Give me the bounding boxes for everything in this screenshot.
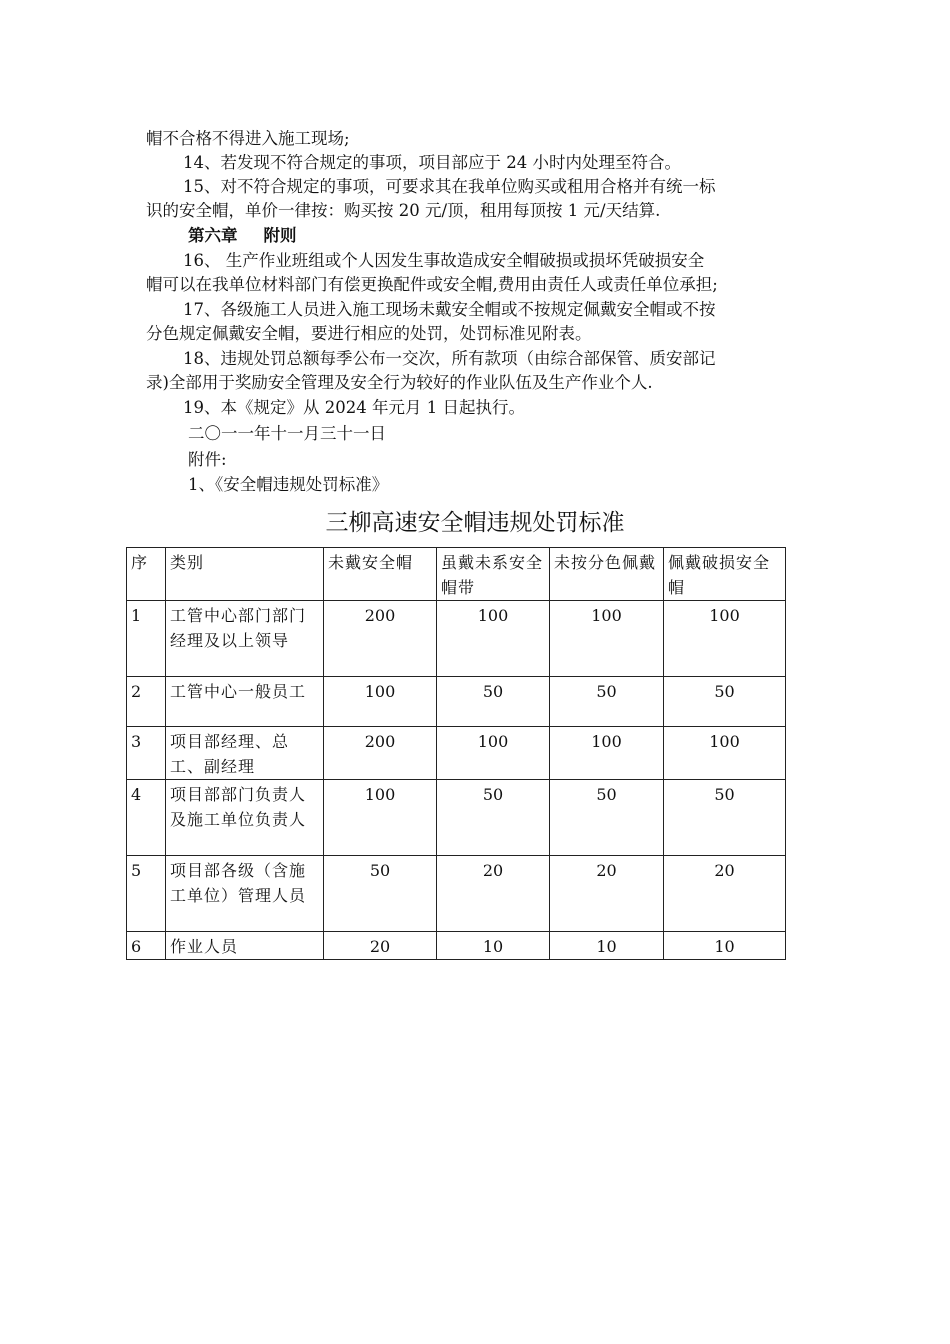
row-value-damaged-helmet: 100	[664, 601, 786, 677]
row-index: 4	[127, 780, 166, 856]
header-no-helmet: 未戴安全帽	[324, 548, 437, 601]
table-row	[127, 780, 786, 856]
row-category: 项目部部门负责人及施工单位负责人	[166, 780, 324, 856]
table-row	[127, 677, 786, 727]
row-value-no-helmet: 200	[324, 727, 437, 780]
chapter-title: 附则	[263, 226, 297, 245]
row-category: 作业人员	[166, 932, 324, 960]
table-row	[127, 932, 786, 960]
row-category: 项目部各级（含施工单位）管理人员	[166, 856, 324, 932]
header-damaged-helmet: 佩戴破损安全帽	[664, 548, 786, 601]
paragraph-15-line-1: 15、对不符合规定的事项，可要求其在我单位购买或租用合格并有统一标	[183, 177, 716, 196]
row-value-strap-unfastened: 20	[437, 856, 550, 932]
table-row	[127, 727, 786, 780]
paragraph-16-line-2: 帽可以在我单位材料部门有偿更换配件或安全帽,费用由责任人或责任单位承担;	[146, 275, 718, 294]
paragraph-17-line-1: 17、各级施工人员进入施工现场未戴安全帽或不按规定佩戴安全帽或不按	[183, 300, 716, 319]
header-index: 序	[127, 548, 166, 601]
row-index: 6	[127, 932, 166, 960]
header-wrong-color: 未按分色佩戴	[550, 548, 664, 601]
row-value-damaged-helmet: 100	[664, 727, 786, 780]
paragraph-18-line-1: 18、违规处罚总额每季公布一交次，所有款项（由综合部保管、质安部记	[183, 349, 716, 368]
row-index: 3	[127, 727, 166, 780]
paragraph-16-line-1: 16、 生产作业班组或个人因发生事故造成安全帽破损或损坏凭破损安全	[183, 251, 705, 270]
row-category: 工管中心部门部门经理及以上领导	[166, 601, 324, 677]
row-index: 5	[127, 856, 166, 932]
row-value-no-helmet: 100	[324, 780, 437, 856]
table-title: 三柳高速安全帽违规处罚标准	[325, 510, 625, 536]
row-value-strap-unfastened: 50	[437, 780, 550, 856]
paragraph-19: 19、本《规定》从 2024 年元月 1 日起执行。	[183, 398, 525, 417]
paragraph-15-line-2: 识的安全帽，单价一律按：购买按 20 元/顶，租用每顶按 1 元/天结算.	[146, 201, 661, 220]
row-value-wrong-color: 20	[550, 856, 664, 932]
row-value-damaged-helmet: 20	[664, 856, 786, 932]
row-value-no-helmet: 50	[324, 856, 437, 932]
attachment-label: 附件:	[188, 450, 227, 469]
paragraph-13-end: 帽不合格不得进入施工现场;	[146, 129, 350, 148]
table-row	[127, 856, 786, 932]
chapter-number: 第六章	[188, 226, 238, 245]
paragraph-18-line-2: 录)全部用于奖励安全管理及安全行为较好的作业队伍及生产作业个人.	[146, 373, 653, 392]
table-header-row	[127, 548, 786, 601]
row-value-damaged-helmet: 10	[664, 932, 786, 960]
row-value-wrong-color: 10	[550, 932, 664, 960]
paragraph-14: 14、若发现不符合规定的事项，项目部应于 24 小时内处理至符合。	[183, 153, 681, 172]
row-value-strap-unfastened: 100	[437, 727, 550, 780]
row-value-wrong-color: 100	[550, 727, 664, 780]
row-value-no-helmet: 100	[324, 677, 437, 727]
row-value-no-helmet: 200	[324, 601, 437, 677]
header-category: 类别	[166, 548, 324, 601]
row-value-strap-unfastened: 100	[437, 601, 550, 677]
attachment-item: 1、《安全帽违规处罚标准》	[188, 475, 389, 494]
chapter-heading	[188, 224, 821, 248]
row-value-no-helmet: 20	[324, 932, 437, 960]
table-row	[127, 601, 786, 677]
signing-date: 二〇一一年十一月三十一日	[188, 424, 386, 443]
row-value-strap-unfastened: 50	[437, 677, 550, 727]
row-category: 工管中心一般员工	[166, 677, 324, 727]
row-value-strap-unfastened: 10	[437, 932, 550, 960]
penalty-table	[126, 547, 786, 960]
row-value-damaged-helmet: 50	[664, 780, 786, 856]
row-value-wrong-color: 100	[550, 601, 664, 677]
header-strap-unfastened: 虽戴未系安全帽带	[437, 548, 550, 601]
row-value-wrong-color: 50	[550, 677, 664, 727]
row-index: 1	[127, 601, 166, 677]
row-index: 2	[127, 677, 166, 727]
row-category: 项目部经理、总工、副经理	[166, 727, 324, 780]
paragraph-17-line-2: 分色规定佩戴安全帽，要进行相应的处罚，处罚标准见附表。	[146, 324, 592, 343]
row-value-damaged-helmet: 50	[664, 677, 786, 727]
row-value-wrong-color: 50	[550, 780, 664, 856]
